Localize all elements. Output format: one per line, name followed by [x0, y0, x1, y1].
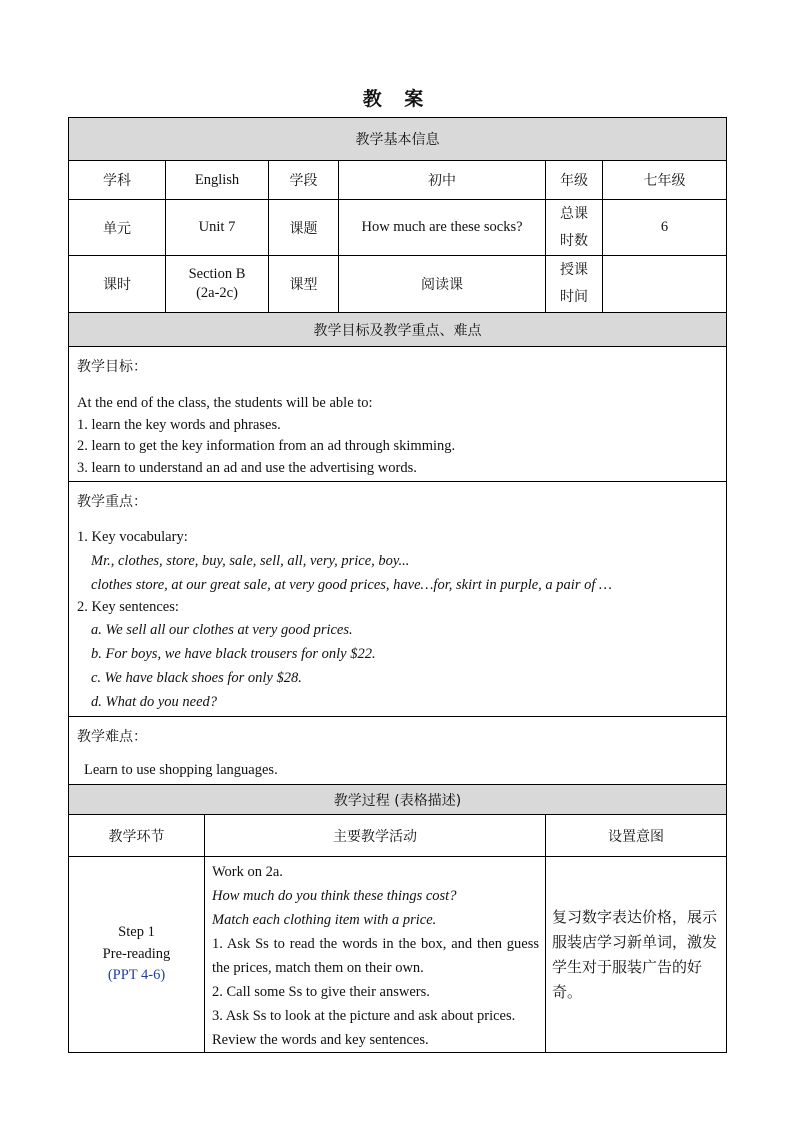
activity-instruction: Match each clothing item with a price.: [212, 912, 437, 928]
unit-value: Unit 7: [166, 200, 269, 256]
key-sentence-c: c. We have black shoes for only $28.: [91, 670, 302, 686]
topic-label: 课题: [269, 200, 339, 256]
step-1-row: [69, 857, 727, 1053]
topic-value: How much are these socks?: [339, 200, 546, 256]
period-value: [166, 256, 269, 313]
subject-label: 学科: [69, 161, 166, 200]
class-time-label-line-1: 授课: [560, 262, 588, 278]
vocabulary-phrases: clothes store, at our great sale, at very good prices, have…for, skirt in purple, a pair of …: [91, 576, 612, 593]
period-value-line-2: (2a-2c): [196, 285, 238, 301]
lesson-plan-table: [68, 117, 727, 1053]
stage-value: 初中: [339, 161, 546, 200]
grade-value: 七年级: [603, 161, 727, 200]
unit-row: [69, 200, 727, 256]
key-sentence-a: a. We sell all our clothes at very good prices.: [91, 622, 353, 638]
objectives-label: 教学目标：: [77, 359, 147, 375]
objective-item-2: 2. learn to get the key information from an ad through skimming.: [77, 438, 456, 454]
total-hours-label-line-1: 总课: [560, 205, 588, 222]
step-1-purpose: 复习数字表达价格，展示服装店学习新单词，激发学生对于服装广告的好奇。: [546, 857, 727, 1053]
activity-line-1: Work on 2a.: [212, 864, 283, 880]
unit-label: 单元: [69, 200, 166, 256]
vocabulary-words: Mr., clothes, store, buy, sale, sell, all, very, price, boy...: [91, 552, 410, 569]
column-activities: 主要教学活动: [205, 815, 546, 857]
step-1-activities: [205, 857, 546, 1053]
class-time-label-line-2: 时间: [560, 289, 588, 305]
class-time-value: [603, 256, 727, 313]
step-1-name: Step 1: [118, 924, 155, 941]
activity-review: Review the words and key sentences.: [212, 1032, 429, 1048]
process-header: 教学过程 (表格描述): [69, 785, 727, 815]
activity-step-1: 1. Ask Ss to read the words in the box, and then guess the prices, match them on their own.: [212, 936, 539, 976]
step-1-cell: [69, 857, 205, 1053]
type-label: 课型: [269, 256, 339, 313]
stage-label: 学段: [269, 161, 339, 200]
key-sentence-b: b. For boys, we have black trousers for only $22.: [91, 646, 376, 662]
objective-intro: At the end of the class, the students will be able to:: [77, 395, 373, 411]
document-title: 教 案: [362, 88, 432, 110]
activity-step-3: 3. Ask Ss to look at the picture and ask about prices.: [212, 1008, 516, 1024]
column-stage: 教学环节: [69, 815, 205, 857]
goals-header: 教学目标及教学重点、难点: [69, 313, 727, 347]
activity-step-2: 2. Call some Ss to give their answers.: [212, 984, 430, 1000]
objective-item-3: 3. learn to understand an ad and use the advertising words.: [77, 459, 417, 476]
vocabulary-title: 1. Key vocabulary:: [77, 529, 188, 545]
difficulty-text: Learn to use shopping languages.: [84, 762, 278, 778]
key-points-label: 教学重点：: [77, 494, 147, 510]
difficulty-label: 教学难点：: [77, 729, 147, 745]
total-hours-value: 6: [603, 200, 727, 256]
total-hours-label: [546, 200, 603, 256]
subject-row: [69, 161, 727, 200]
activity-question: How much do you think these things cost?: [212, 888, 457, 904]
key-sentence-d: d. What do you need?: [91, 694, 218, 710]
process-column-header-row: [69, 815, 727, 857]
step-1-ppt: (PPT 4-6): [107, 967, 166, 984]
grade-label: 年级: [546, 161, 603, 200]
type-value: 阅读课: [339, 256, 546, 313]
period-value-line-1: Section B: [188, 266, 246, 282]
step-1-stage: Pre-reading: [102, 945, 171, 962]
key-points-section: [69, 482, 727, 717]
difficulty-section: [69, 717, 727, 785]
objectives-section: [69, 347, 727, 482]
period-label: 课时: [69, 256, 166, 313]
objective-item-1: 1. learn the key words and phrases.: [77, 416, 281, 433]
period-row: [69, 256, 727, 313]
basic-info-header: 教学基本信息: [69, 118, 727, 161]
class-time-label: [546, 256, 603, 313]
total-hours-label-line-2: 时数: [560, 232, 588, 249]
subject-value: English: [166, 161, 269, 200]
column-purpose: 设置意图: [546, 815, 727, 857]
sentences-title: 2. Key sentences:: [77, 598, 179, 615]
